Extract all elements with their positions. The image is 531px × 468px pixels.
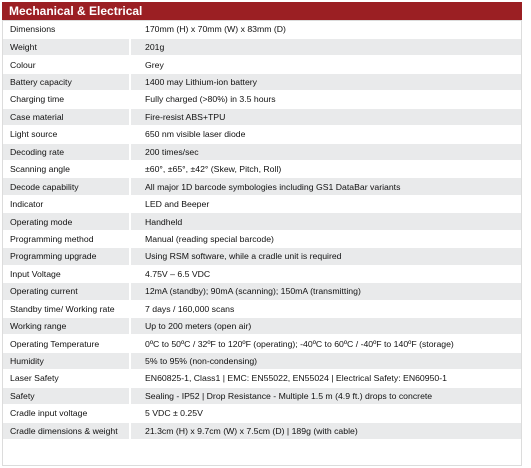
spec-label: Cradle input voltage: [2, 405, 130, 422]
spec-row: [2, 248, 522, 265]
spec-label: Operating Temperature: [2, 335, 130, 352]
spec-label: Humidity: [2, 352, 130, 369]
spec-value: Using RSM software, while a cradle unit is required: [130, 248, 522, 265]
spec-row: [2, 300, 522, 317]
spec-row: [2, 422, 522, 439]
spec-row: [2, 108, 522, 125]
spec-value: 201g: [130, 38, 522, 55]
spec-label: Colour: [2, 56, 130, 73]
spec-value: 5% to 95% (non-condensing): [130, 352, 522, 369]
spec-row: [2, 91, 522, 108]
spec-value: All major 1D barcode symbologies including GS1 DataBar variants: [130, 178, 522, 195]
spec-value: 200 times/sec: [130, 143, 522, 160]
spec-row: [2, 126, 522, 143]
spec-value: Handheld: [130, 213, 522, 230]
spec-label: Input Voltage: [2, 265, 130, 282]
spec-label: Operating current: [2, 283, 130, 300]
spec-label: Standby time/ Working rate: [2, 300, 130, 317]
spec-row: [2, 178, 522, 195]
spec-value: EN60825-1, Class1 | EMC: EN55022, EN55024 | Electrical Safety: EN60950-1: [130, 370, 522, 387]
spec-value: Fully charged (>80%) in 3.5 hours: [130, 91, 522, 108]
spec-label: Light source: [2, 126, 130, 143]
spec-label: Working range: [2, 317, 130, 334]
spec-row: [2, 265, 522, 282]
spec-value: 7 days / 160,000 scans: [130, 300, 522, 317]
spec-row: [2, 283, 522, 300]
spec-row: [2, 335, 522, 352]
spec-label: Programming upgrade: [2, 248, 130, 265]
spec-label: Weight: [2, 38, 130, 55]
spec-label: Cradle dimensions & weight: [2, 422, 130, 439]
spec-label: Decoding rate: [2, 143, 130, 160]
spec-table-body: [2, 21, 522, 440]
spec-label: Safety: [2, 387, 130, 404]
spec-row: [2, 73, 522, 90]
spec-label: Operating mode: [2, 213, 130, 230]
spec-value: 4.75V – 6.5 VDC: [130, 265, 522, 282]
spec-row: [2, 21, 522, 38]
spec-label: Indicator: [2, 195, 130, 212]
spec-row: [2, 405, 522, 422]
spec-value: Sealing - IP52 | Drop Resistance - Multiple 1.5 m (4.9 ft.) drops to concrete: [130, 387, 522, 404]
spec-value: 5 VDC ± 0.25V: [130, 405, 522, 422]
spec-value: 0ºC to 50ºC / 32ºF to 120ºF (operating); -40ºC to 60ºC / -40ºF to 140ºF (storage): [130, 335, 522, 352]
spec-row: [2, 230, 522, 247]
spec-row: [2, 387, 522, 404]
spec-value: 1400 may Lithium-ion battery: [130, 73, 522, 90]
spec-label: Decode capability: [2, 178, 130, 195]
spec-row: [2, 352, 522, 369]
spec-row: [2, 370, 522, 387]
spec-value: LED and Beeper: [130, 195, 522, 212]
spec-value: Grey: [130, 56, 522, 73]
spec-label: Scanning angle: [2, 161, 130, 178]
spec-row: [2, 195, 522, 212]
spec-label: Charging time: [2, 91, 130, 108]
spec-row: [2, 161, 522, 178]
spec-label: Case material: [2, 108, 130, 125]
spec-label: Dimensions: [2, 21, 130, 38]
spec-row: [2, 143, 522, 160]
spec-row: [2, 213, 522, 230]
spec-label: Laser Safety: [2, 370, 130, 387]
spec-value: 170mm (H) x 70mm (W) x 83mm (D): [130, 21, 522, 38]
spec-value: Manual (reading special barcode): [130, 230, 522, 247]
spec-value: Fire-resist ABS+TPU: [130, 108, 522, 125]
spec-value: 650 nm visible laser diode: [130, 126, 522, 143]
spec-value: 21.3cm (H) x 9.7cm (W) x 7.5cm (D) | 189g (with cable): [130, 422, 522, 439]
spec-value: 12mA (standby); 90mA (scanning); 150mA (transmitting): [130, 283, 522, 300]
spec-label: Battery capacity: [2, 73, 130, 90]
spec-label: Programming method: [2, 230, 130, 247]
section-title: Mechanical & Electrical: [2, 2, 522, 20]
spec-row: [2, 317, 522, 334]
spec-row: [2, 56, 522, 73]
spec-value: Up to 200 meters (open air): [130, 317, 522, 334]
spec-table: [2, 21, 522, 440]
spec-row: [2, 38, 522, 55]
spec-value: ±60°, ±65°, ±42° (Skew, Pitch, Roll): [130, 161, 522, 178]
